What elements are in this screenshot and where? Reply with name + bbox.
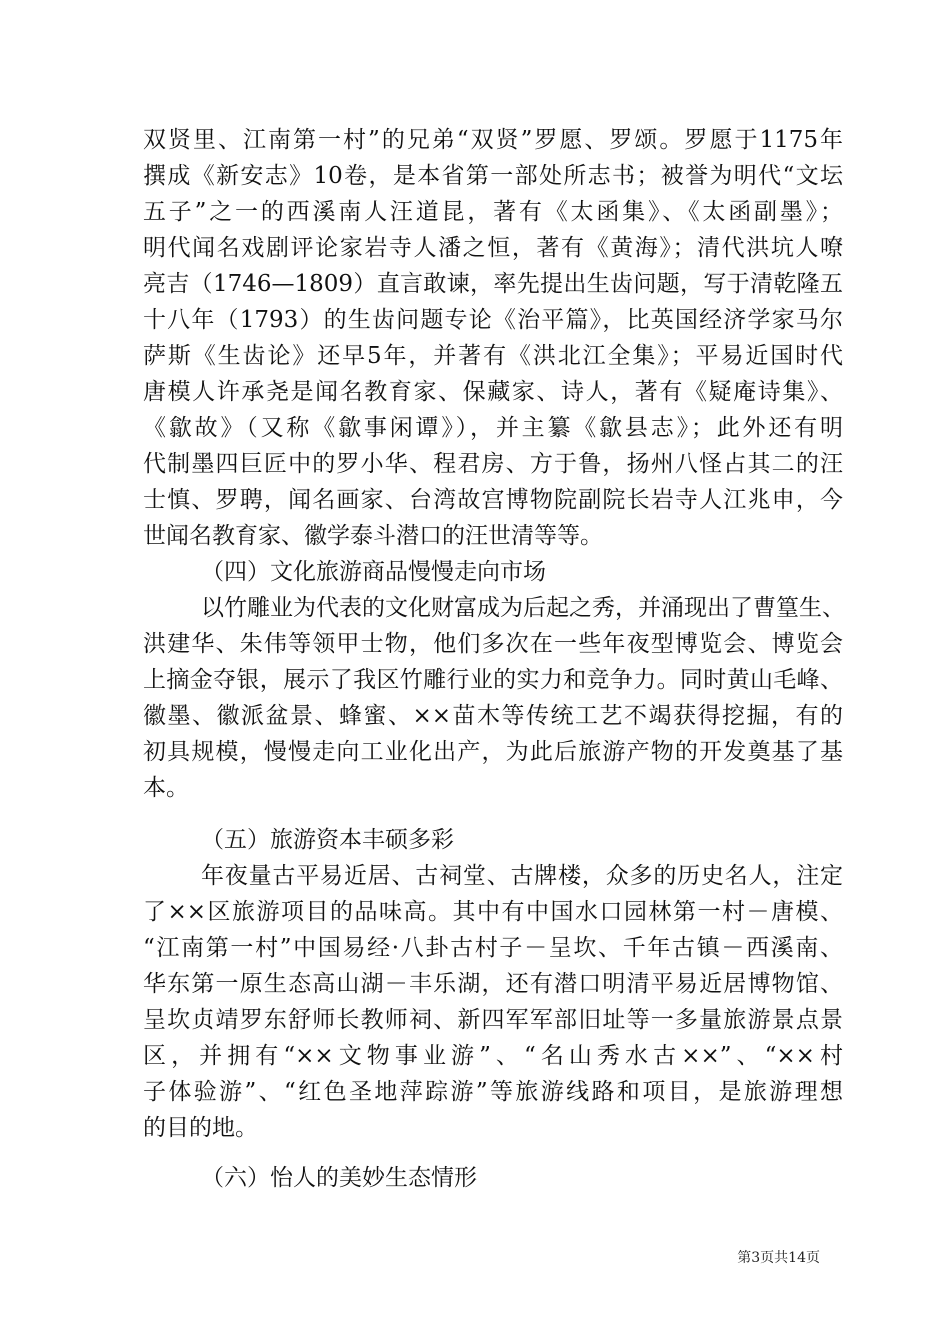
section-heading-6: （六）怡人的美妙生态情形 xyxy=(201,1165,477,1191)
section-heading-5: （五）旅游资本丰硕多彩 xyxy=(201,827,454,853)
paragraph-1-line: 萨斯《生齿论》还早5年，并著有《洪北江全集》；平易近国时代 xyxy=(143,343,843,369)
paragraph-3-line: 区，并拥有“××文物事业游”、“名山秀水古××”、“××村 xyxy=(143,1043,843,1069)
paragraph-1-line: 唐模人许承尧是闻名教育家、保藏家、诗人，著有《疑庵诗集》、 xyxy=(143,379,843,405)
paragraph-1-line: 士慎、罗聘，闻名画家、台湾故宫博物院副院长岩寺人江兆申，今 xyxy=(143,487,843,513)
paragraph-2-line: 初具规模，慢慢走向工业化出产，为此后旅游产物的开发奠基了基 xyxy=(143,739,843,765)
paragraph-1-line: 明代闻名戏剧评论家岩寺人潘之恒，著有《黄海》；清代洪坑人嘹 xyxy=(143,235,843,261)
paragraph-3-line: 华东第一原生态高山湖－丰乐湖，还有潜口明清平易近居博物馆、 xyxy=(143,971,843,997)
paragraph-3-line: “江南第一村”中国易经·八卦古村子－呈坎、千年古镇－西溪南、 xyxy=(143,935,843,961)
paragraph-2-line: 本。 xyxy=(143,775,189,801)
paragraph-2-line: 洪建华、朱伟等领甲士物，他们多次在一些年夜型博览会、博览会 xyxy=(143,631,843,657)
paragraph-3-line: 了××区旅游项目的品味高。其中有中国水口园林第一村－唐模、 xyxy=(143,899,843,925)
paragraph-1-line: 双贤里、江南第一村”的兄弟“双贤”罗愿、罗颂。罗愿于1175年 xyxy=(143,127,843,153)
paragraph-3-line: 年夜量古平易近居、古祠堂、古牌楼，众多的历史名人，注定 xyxy=(201,863,843,889)
paragraph-1-line: 代制墨四巨匠中的罗小华、程君房、方于鲁，扬州八怪占其二的汪 xyxy=(143,451,843,477)
paragraph-2-line: 徽墨、徽派盆景、蜂蜜、××苗木等传统工艺不竭获得挖掘，有的 xyxy=(143,703,843,729)
paragraph-1-line: 十八年（1793）的生齿问题专论《治平篇》，比英国经济学家马尔 xyxy=(143,307,843,333)
page-number: 第3页共14页 xyxy=(737,1250,820,1266)
paragraph-1-line: 撰成《新安志》10卷，是本省第一部处所志书；被誉为明代“文坛 xyxy=(143,163,843,189)
paragraph-1-line: 《歙故》（又称《歙事闲谭》），并主纂《歙县志》；此外还有明 xyxy=(143,415,843,441)
paragraph-3-line: 子体验游”、“红色圣地萍踪游”等旅游线路和项目，是旅游理想 xyxy=(143,1079,843,1105)
paragraph-1-line: 亮吉（1746—1809）直言敢谏，率先提出生齿问题，写于清乾隆五 xyxy=(143,271,843,297)
paragraph-1-line: 世闻名教育家、徽学泰斗潜口的汪世清等等。 xyxy=(143,523,603,549)
paragraph-1-line: 五子”之一的西溪南人汪道昆，著有《太函集》、《太函副墨》； xyxy=(143,199,843,225)
paragraph-3-line: 呈坎贞靖罗东舒师长教师祠、新四军军部旧址等一多量旅游景点景 xyxy=(143,1007,843,1033)
paragraph-2-line: 以竹雕业为代表的文化财富成为后起之秀，并涌现出了曹篁生、 xyxy=(201,595,845,621)
paragraph-3-line: 的目的地。 xyxy=(143,1115,258,1141)
paragraph-2-line: 上摘金夺银，展示了我区竹雕行业的实力和竞争力。同时黄山毛峰、 xyxy=(143,667,843,693)
section-heading-4: （四）文化旅游商品慢慢走向市场 xyxy=(201,559,546,585)
